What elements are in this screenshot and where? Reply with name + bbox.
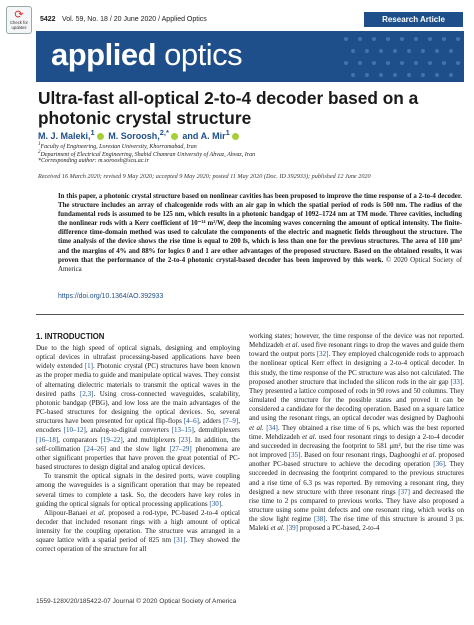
paragraph-text: and the slow light: [106, 444, 170, 453]
paragraph-text: working states; however, the time response of the device was not reported. Mehdizadeh: [249, 332, 464, 350]
citation-link[interactable]: [38]: [313, 515, 326, 524]
paragraph-text: proposed another PC-based structure to achieve the decoding operation: [249, 451, 464, 469]
journal-logo: [51, 37, 242, 73]
orcid-icon[interactable]: [97, 133, 104, 140]
orcid-icon[interactable]: [232, 133, 239, 140]
citation-link[interactable]: [31]: [173, 536, 186, 545]
paragraph-text: used four resonant rings to design a 2-to-4 decoder and succeeded in decreasing the footprint to 581 μm², but the rise time was not improved: [249, 432, 465, 460]
citation-link[interactable]: [33]: [450, 377, 463, 386]
page-number: 5422: [40, 16, 56, 23]
journal-reference: Vol. 59, No. 18 / 20 June 2020 / Applied Optics: [62, 16, 207, 23]
article-title: Ultra-fast all-optical 2-to-4 decoder based on a photonic crystal structure: [38, 88, 419, 128]
paragraph-text: . They employed chalcogenide rods to approach the nonlinear optical Kerr effect in designing a 2-to-4 optical decoder. In this study, the time response of the PC structure was also not calculated. The proposed another structure that included the silicon rods in the air gap: [249, 350, 464, 386]
paragraph-text: . They obtained a rise time of 6 ps, which was the best reported time. Mehdizadeh: [249, 423, 465, 441]
section-heading: 1. INTRODUCTION: [36, 332, 105, 341]
paragraph-text: , demultiplexers: [193, 426, 240, 435]
citation-link[interactable]: [19–22]: [100, 435, 123, 444]
affiliation-text: Faculty of Engineering, Lorestan University, Khorramabad, Iran: [40, 144, 197, 150]
logo-word-applied: applied: [51, 37, 157, 72]
paragraph: [36, 472, 240, 509]
et-al-text: et al.: [270, 524, 285, 533]
affiliation-mark: 2: [38, 150, 41, 155]
citation-link[interactable]: [39]: [286, 524, 298, 533]
paragraph-text: and decreased the rise time to 2 ps compared to previous works. They have also proposed a structure using some point defects and one resonant ring, which works on the slow light regime: [249, 487, 465, 524]
author-mir[interactable]: A. Mir: [200, 131, 226, 141]
paragraph-text: . Using cross-connected waveguides, scalability, photonic bandgap (PBG), and low loss are the main advantages of the PC-based structures for designing the optical devices. So, several structures have been presented for optical flip-flops: [36, 389, 240, 426]
citation-link[interactable]: [34]: [266, 423, 278, 432]
author-soroosh[interactable]: M. Soroosh,: [108, 131, 160, 141]
paragraph-text: proposed a rod-type, PC-based 2-to-4 optical decoder that included resonant rings with a high amount of optical intensity for the coupling operation. The structure was arranged in a square lattice with a spatial period of 825 nm: [36, 508, 240, 545]
orcid-icon[interactable]: [171, 133, 178, 140]
paragraph-text: . They succeeded in decreasing the footprint compared to the previous structures and a rise time of 6.3 ps was reported. By removing a resonant ring, they designed a new structure with three resonant rings: [249, 460, 464, 496]
journal-banner: [36, 31, 464, 82]
citation-link[interactable]: [1]: [84, 362, 93, 371]
paragraph: [249, 332, 464, 533]
citation-link[interactable]: [4–6]: [183, 417, 200, 426]
paragraph-text: , adders: [199, 417, 224, 426]
paragraph-text: . In addition, the self-collimation: [36, 435, 240, 453]
check-for-updates-badge[interactable]: [6, 6, 32, 34]
paragraph-text: To transmit the optical signals in the desired ports, wave coupling among the waveguides is a significant operation that may be repeated several times to complete a task. So, the decoders have key roles in guiding the optical signals for optical processing applications: [36, 472, 240, 508]
paragraph-text: proposed a PC-based, 2-to-4: [298, 524, 380, 533]
citation-link[interactable]: [2,3]: [80, 389, 94, 398]
citation-link[interactable]: [30]: [209, 499, 222, 508]
affiliation-mark: 1: [38, 142, 41, 147]
citation-link[interactable]: [13–15]: [171, 426, 194, 435]
logo-word-optics: optics: [156, 37, 243, 72]
copyright-notice: © 2020 Optical Society of America: [58, 256, 462, 273]
citation-link[interactable]: [24–26]: [84, 444, 107, 453]
paragraph-text: phenomena are other significant properties that have proven the great potential of PC-based structures to design digital and analog optical devices.: [36, 444, 240, 472]
citation-link[interactable]: [10–12]: [63, 426, 86, 435]
badge-label: Check for updates: [10, 20, 28, 30]
citation-link[interactable]: [16–18]: [36, 435, 59, 444]
citation-link[interactable]: [37]: [398, 487, 410, 496]
author-list: [38, 128, 241, 141]
page-footer: 1559-128X/20/185422-07 Journal © 2020 Optical Society of America: [36, 598, 237, 605]
left-column: [36, 344, 240, 555]
paragraph-text: , and multiplexers: [122, 435, 179, 444]
paragraph-text: . Based on four resonant rings, Daghooghi: [300, 451, 423, 460]
et-al-text: et al.: [90, 508, 106, 517]
corresponding-author: *Corresponding author: m.soroosh@scu.ac.ir: [38, 158, 149, 164]
paragraph: [36, 509, 240, 555]
abstract-text: In this paper, a photonic crystal structure based on nonlinear cavities has been proposed to improve the time response of a 2-to-4 decoder. The structure includes an array of chalcogenide rods with an air gap in which the spatial period of rods is 500 nm. The radius of the fundamental rods is assumed to be 125 nm, which results in a photonic bandgap of 1092–1724 nm at TM mode. Three cavities, including the nonlinear rods with a Kerr coefficient of 10⁻¹⁴ m²/W, deep the incoming waves concerning the amount of optical intensity. The finite-difference time-domain method was used to calculate the components of the electric and magnetic fields throughout the structure. The time analysis of the device shows the rise time is equal to 200 fs, which is less than one for the previous structures. The area of 110 μm² and the margins of 4% and 88% for logics 0 and 1 are other advantages of the proposed structure. Based on the obtained results, it was proven that the performance of the 2-to-4 photonic crystal-based decoder has been improved by this work.: [58, 193, 462, 264]
right-column: [249, 332, 464, 533]
paragraph-text: used five resonant rings to drop the waves and guide them toward the output ports: [249, 341, 465, 359]
paragraph-text: , comparators: [58, 435, 101, 444]
paragraph-text: Alipour-Banaei: [44, 508, 91, 517]
paragraph-text: , encoders: [36, 417, 240, 435]
paragraph-text: . The rise time of this structure is around 3 ps. Maleki: [249, 515, 464, 533]
paragraph: [36, 344, 240, 472]
author-maleki-affiliation: 1: [90, 128, 95, 137]
article-type-badge: Research Article: [364, 12, 463, 27]
author-soroosh-affiliation: 2,*: [159, 128, 169, 137]
paragraph-text: . They showed the correct operation of the structure for all: [36, 536, 240, 554]
citation-link[interactable]: [36]: [433, 460, 445, 469]
citation-link[interactable]: [7–9]: [223, 417, 239, 426]
affiliation-1: [38, 142, 197, 150]
citation-link[interactable]: [27–29]: [169, 444, 192, 453]
affiliation-2: [38, 150, 255, 158]
et-al-text: et al.: [249, 423, 264, 432]
et-al-text: et al.: [422, 451, 437, 460]
author-conjunction: and: [182, 131, 199, 141]
citation-link[interactable]: [23]: [178, 435, 191, 444]
publication-history: Received 16 March 2020; revised 9 May 2020; accepted 9 May 2020; posted 11 May 2020 (Doc. ID 392933); published 12 June 2020: [38, 173, 371, 180]
paragraph-text: . They presented a lattice composed of rods in 90 rows and 50 columns. They simulated the structure for the possible states and proved it can be considered a candidate for the decoding operation. Based on a square lattice and using the resonant rings, an optical decoder was designed by Daghoohi: [249, 377, 464, 423]
affiliation-text: Department of Electrical Engineering, Shahid Chamran University of Ahvaz, Ahvaz, Iran: [40, 152, 256, 158]
paragraph-text: , analog-to-digital converters: [85, 426, 172, 435]
author-maleki[interactable]: M. J. Maleki,: [38, 131, 91, 141]
paragraph-text: Due to the high speed of optical signals, designing and employing optical devices in ultrafast processing-based applications have been widely extended: [36, 344, 240, 371]
et-al-text: et al.: [285, 341, 300, 350]
et-al-text: et al.: [302, 432, 317, 441]
refresh-icon: ⟳: [14, 9, 24, 21]
paragraph-text: . Photonic crystal (PC) structures have been known as the proper media to guide and manipulate optical waves. They consist of alternating dielectric materials to transmit the optical waves in the desired paths: [36, 362, 240, 398]
citation-link[interactable]: [35]: [288, 451, 301, 460]
doi-link[interactable]: https://doi.org/10.1364/AO.392933: [58, 293, 164, 300]
abstract: [58, 192, 462, 274]
author-mir-affiliation: 1: [225, 128, 230, 137]
paragraph-text: .: [221, 499, 223, 508]
citation-link[interactable]: [32]: [316, 350, 329, 359]
banner-dot-pattern: [336, 31, 464, 82]
section-divider: [36, 314, 464, 315]
